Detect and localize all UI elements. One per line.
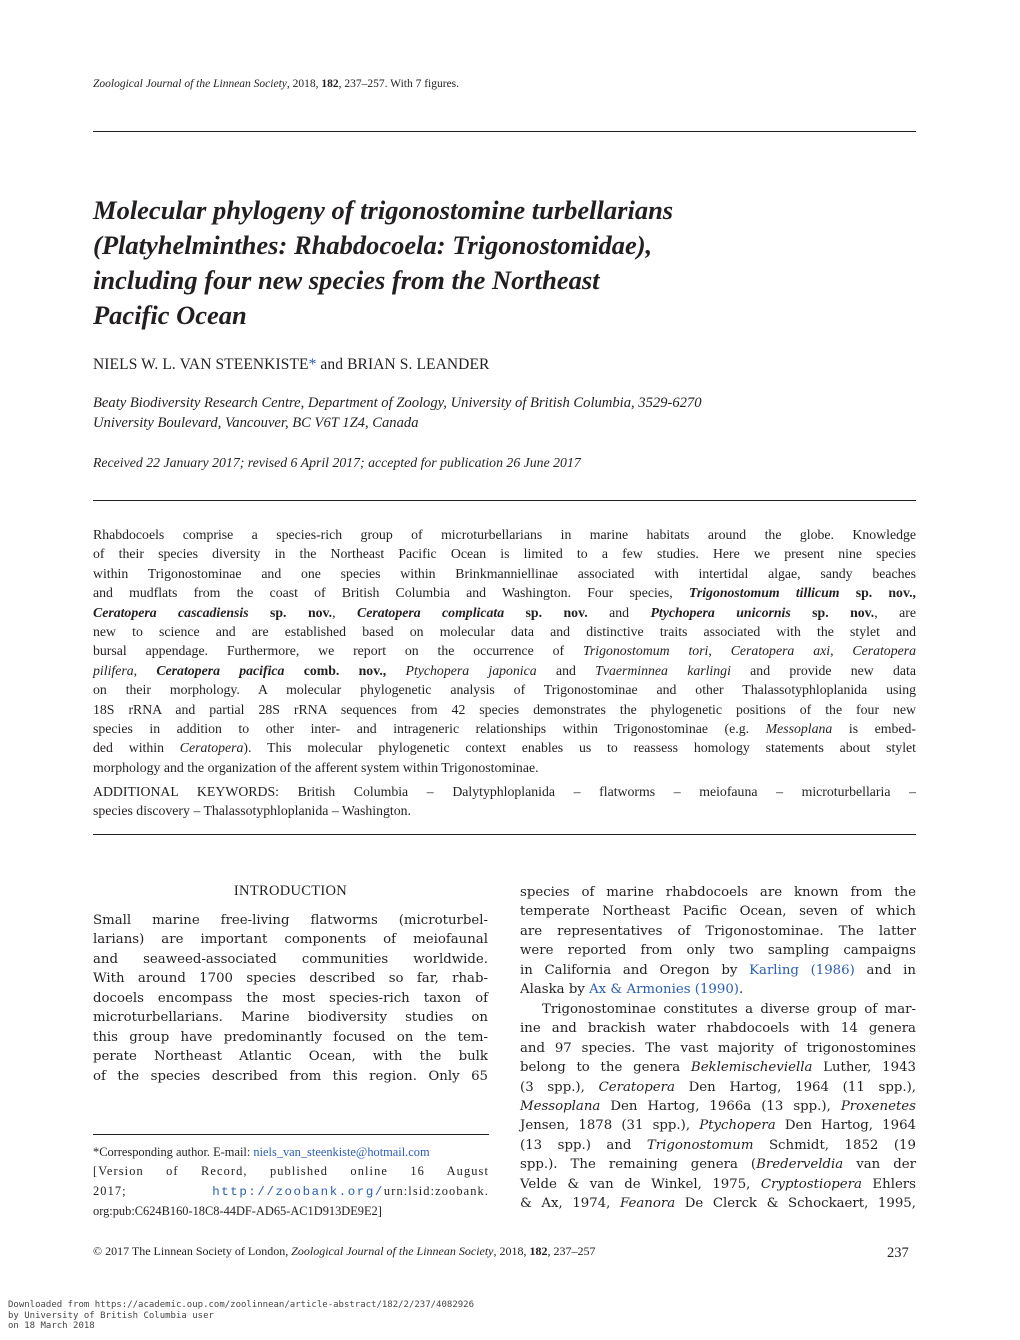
journal-name: Zoological Journal of the Linnean Society bbox=[291, 1244, 494, 1258]
body-line: were reported from only two sampling campaigns bbox=[520, 943, 916, 959]
genus-name: Feanora bbox=[619, 1196, 676, 1212]
citation-link-ax-armonies-1990[interactable]: Ax & Armonies (1990) bbox=[589, 982, 739, 998]
body-text: Luther, 1943 bbox=[812, 1060, 916, 1076]
new-combination-name: Ceratopera pacifica bbox=[156, 662, 285, 678]
genus-name: Trigonostomum bbox=[646, 1137, 754, 1153]
sp-nov-label: sp. nov. bbox=[504, 604, 588, 620]
corresponding-author-mark[interactable]: * bbox=[308, 356, 317, 373]
abstract-line: morphology and the organization of the afferent system within Trigonostominae. bbox=[93, 759, 539, 775]
abstract bbox=[93, 525, 916, 777]
comb-nov-label: comb. nov., bbox=[284, 662, 387, 678]
footnote-text: 2017; bbox=[93, 1183, 213, 1198]
body-text: Ehlers bbox=[861, 1176, 916, 1192]
intro-left-column bbox=[93, 911, 488, 1086]
new-species-name: Trigonostomum tillicum bbox=[688, 585, 840, 601]
body-text: and in bbox=[854, 962, 916, 978]
journal-volume: 182 bbox=[321, 78, 339, 90]
body-text: Alaska by bbox=[520, 982, 590, 998]
abstract-line: 18S rRNA and partial 28S rRNA sequences from 42 species demonstrates the phylogenetic positions of the four new bbox=[93, 701, 916, 717]
body-line bbox=[520, 1097, 916, 1116]
punctuation: , bbox=[830, 643, 834, 659]
body-text: in California and Oregon by bbox=[520, 962, 750, 978]
body-text: Jensen, 1878 (31 spp.), bbox=[520, 1118, 700, 1134]
body-text: Velde & van de Winkel, 1975, bbox=[520, 1176, 761, 1192]
species-name: Trigonostomum tori bbox=[582, 643, 709, 659]
author-2: and BRIAN S. LEANDER bbox=[316, 356, 490, 373]
copyright-footer bbox=[93, 1244, 596, 1259]
abstract-line bbox=[93, 719, 916, 738]
footnote-line: org:pub:C624B160-18C8-44DF-AD65-AC1D913DE9E2] bbox=[93, 1203, 382, 1218]
footnote bbox=[93, 1143, 489, 1221]
publication-dates: Received 22 January 2017; revised 6 April 2017; accepted for publication 26 June 2017 bbox=[93, 455, 581, 470]
new-species-name: Ceratopera cascadiensis bbox=[93, 604, 249, 620]
genus-name: Brederveldia bbox=[756, 1157, 844, 1173]
genus-name: Beklemischeviella bbox=[690, 1060, 813, 1076]
footnote-text: urn:lsid:zoobank. bbox=[383, 1183, 489, 1198]
abstract-bottom-rule bbox=[93, 834, 916, 835]
body-text: & Ax, 1974, bbox=[520, 1196, 620, 1212]
download-watermark bbox=[8, 1300, 474, 1332]
body-line: and 97 species. The vast majority of trigonostomines bbox=[520, 1040, 916, 1056]
species-name: Ptychopera japonica bbox=[405, 662, 537, 678]
body-text: (3 spp.), bbox=[520, 1079, 599, 1095]
body-line bbox=[520, 980, 916, 999]
footnote-text: *Corresponding author. E-mail: bbox=[93, 1145, 254, 1159]
genus-name: Proxenetes bbox=[840, 1098, 916, 1114]
genus-name: Ptychopera bbox=[699, 1118, 776, 1134]
body-text: Den Hartog, 1966a (13 spp.), bbox=[600, 1098, 841, 1114]
body-line: microturbellarians. Marine biodiversity studies on bbox=[93, 1010, 488, 1026]
new-species-name: Ptychopera unicornis bbox=[650, 604, 791, 620]
additional-keywords bbox=[93, 782, 916, 821]
abstract-line: of their species diversity in the Northeast Pacific Ocean is limited to a few studies. Here we present nine species bbox=[93, 546, 916, 562]
abstract-line bbox=[93, 661, 916, 680]
punctuation: , bbox=[912, 585, 916, 601]
abstract-text: ded within bbox=[93, 740, 180, 756]
body-line bbox=[520, 1078, 916, 1097]
body-text: Schmidt, 1852 (19 bbox=[753, 1137, 916, 1153]
journal-name: Zoological Journal of the Linnean Society bbox=[93, 78, 287, 90]
title-line-3: including four new species from the Northeast bbox=[93, 265, 600, 295]
body-line bbox=[520, 1116, 916, 1135]
abstract-text: ). This molecular phylogenetic context enables us to reassess homology statements about stylet bbox=[243, 740, 916, 756]
body-line: and seaweed-associated communities worldwide. bbox=[93, 951, 488, 967]
abstract-line: Rhabdocoels comprise a species-rich group of microturbellarians in marine habitats around the globe. Knowledge bbox=[93, 527, 916, 542]
abstract-text: species in addition to other inter- and intrageneric relationships within Trigonostominae (e.g. bbox=[93, 721, 766, 737]
keywords-line: species discovery – Thalassotyphloplanida – Washington. bbox=[93, 803, 411, 819]
citation-link-karling-1986[interactable]: Karling (1986) bbox=[749, 962, 855, 978]
title-line-4: Pacific Ocean bbox=[93, 300, 247, 330]
punctuation: , bbox=[133, 662, 138, 678]
body-line: Trigonostominae constitutes a diverse group of mar- bbox=[542, 1001, 916, 1017]
body-text: spp.). The remaining genera ( bbox=[520, 1157, 757, 1173]
journal-volume: 182 bbox=[529, 1244, 548, 1258]
body-line: species of marine rhabdocoels are known from the bbox=[520, 885, 916, 900]
abstract-line: new to science and are established based on molecular data and distinctive traits associated with the stylet and bbox=[93, 624, 916, 640]
journal-year: , 2018, bbox=[286, 78, 322, 90]
body-line: perate Northeast Atlantic Ocean, with the bulk bbox=[93, 1049, 488, 1065]
abstract-line bbox=[93, 583, 916, 602]
body-line bbox=[520, 1058, 916, 1077]
intro-right-column bbox=[520, 883, 916, 1214]
section-heading-introduction: INTRODUCTION bbox=[233, 883, 348, 899]
abstract-line bbox=[93, 641, 916, 660]
sp-nov-label: sp. nov. bbox=[248, 604, 333, 620]
body-text: Den Hartog, 1964 (11 spp.), bbox=[674, 1079, 916, 1095]
abstract-line bbox=[93, 603, 916, 622]
affiliation-line-1: Beaty Biodiversity Research Centre, Department of Zoology, University of British Columbia, 3529-6270 bbox=[93, 395, 702, 411]
affiliation-line-2: University Boulevard, Vancouver, BC V6T 1Z4, Canada bbox=[93, 414, 419, 431]
genus-name: Cryptostiopera bbox=[760, 1176, 862, 1192]
abstract-text: bursal appendage. Furthermore, we report on the occurrence of bbox=[93, 643, 583, 659]
body-line: of the species described from this region. Only 65 bbox=[93, 1068, 488, 1084]
body-line: ine and brackish water rhabdocoels with 14 genera bbox=[520, 1021, 916, 1037]
body-text: belong to the genera bbox=[520, 1060, 691, 1076]
download-line: on 18 March 2018 bbox=[8, 1321, 95, 1331]
abstract-text: is embed- bbox=[832, 721, 916, 737]
species-name: pilifera bbox=[93, 662, 134, 678]
genus-name: Messoplana bbox=[765, 721, 833, 737]
punctuation: , bbox=[708, 643, 712, 659]
abstract-line: within Trigonostominae and one species within Brinkmanniellinae associated with intertidal algae, sandy beaches bbox=[93, 565, 916, 581]
species-name: Tvaerminnea karlingi bbox=[595, 662, 731, 678]
journal-citation-header bbox=[93, 78, 459, 90]
species-name: Ceratopera bbox=[852, 643, 916, 659]
new-species-name: Ceratopera complicata bbox=[357, 604, 505, 620]
genus-name: Ceratopera bbox=[598, 1079, 675, 1095]
species-name: Ceratopera axi bbox=[730, 643, 831, 659]
footnote-line bbox=[93, 1182, 489, 1202]
download-line: by University of British Columbia user bbox=[8, 1310, 214, 1321]
body-text: De Clerck & Schockaert, 1995, bbox=[675, 1196, 916, 1212]
body-text: . bbox=[739, 982, 744, 998]
body-line: With around 1700 species described so far, rhab- bbox=[93, 971, 488, 987]
title-line-1: Molecular phylogeny of trigonostomine turbellarians bbox=[93, 195, 674, 225]
abstract-text: and bbox=[587, 604, 651, 620]
punctuation: , bbox=[332, 604, 336, 620]
author-1: NIELS W. L. VAN STEENKISTE bbox=[93, 356, 309, 373]
abstract-line: on their morphology. A molecular phylogenetic analysis of Trigonostominae and other Thalassotyphloplanida using bbox=[93, 682, 916, 698]
zoobank-link[interactable]: http://zoobank.org/ bbox=[212, 1184, 384, 1199]
abstract-text: and provide new data bbox=[730, 662, 917, 678]
journal-pages: , 237–257 bbox=[547, 1244, 596, 1258]
page-number: 237 bbox=[887, 1245, 909, 1261]
title-line-2: (Platyhelminthes: Rhabdocoela: Trigonostomidae), bbox=[93, 230, 653, 260]
journal-year: , 2018, bbox=[493, 1244, 530, 1258]
sp-nov-label: sp. nov. bbox=[839, 585, 913, 601]
article-title bbox=[93, 193, 893, 333]
punctuation: , bbox=[874, 604, 878, 620]
body-line: Small marine free-living flatworms (microturbel- bbox=[93, 913, 488, 928]
footnote-rule bbox=[93, 1134, 489, 1135]
download-line: Downloaded from https://academic.oup.com/zoolinnean/article-abstract/182/2/237/4082926 bbox=[8, 1300, 474, 1310]
body-line: this group have predominantly focused on the tem- bbox=[93, 1029, 488, 1045]
abstract-text: and bbox=[536, 662, 596, 678]
body-line: larians) are important components of meiofaunal bbox=[93, 932, 488, 948]
genus-name: Messoplana bbox=[520, 1098, 601, 1114]
abstract-text: are bbox=[877, 604, 916, 620]
author-list bbox=[93, 356, 489, 374]
abstract-text: and mudflats from the coast of British Columbia and Washington. Four species, bbox=[93, 585, 689, 601]
body-text: Den Hartog, 1964 bbox=[775, 1118, 916, 1134]
keywords-line: ADDITIONAL KEYWORDS: British Columbia – Dalytyphloplanida – flatworms – meiofauna – microturbellaria – bbox=[93, 784, 916, 799]
body-line: docoels encompass the most species-rich taxon of bbox=[93, 990, 488, 1006]
journal-pages: , 237–257. With 7 figures. bbox=[338, 78, 460, 90]
genus-name: Ceratopera bbox=[179, 740, 244, 756]
sp-nov-label: sp. nov. bbox=[790, 604, 875, 620]
affiliation bbox=[93, 394, 923, 433]
abstract-line bbox=[93, 738, 916, 757]
abstract-top-rule bbox=[93, 500, 916, 501]
author-email-link[interactable]: niels_van_steenkiste@hotmail.com bbox=[253, 1145, 430, 1159]
body-line bbox=[520, 1194, 916, 1213]
footnote-line bbox=[93, 1143, 489, 1162]
body-line bbox=[520, 961, 916, 980]
body-line: are representatives of Trigonostominae. The latter bbox=[520, 923, 916, 939]
body-line bbox=[520, 1136, 916, 1155]
copyright-text: © 2017 The Linnean Society of London, bbox=[93, 1244, 292, 1258]
body-line: temperate Northeast Pacific Ocean, seven of which bbox=[520, 904, 916, 920]
body-line bbox=[520, 1155, 916, 1174]
body-text: (13 spp.) and bbox=[520, 1137, 647, 1153]
header-rule bbox=[93, 131, 916, 132]
body-line bbox=[520, 1175, 916, 1194]
body-text: van der bbox=[843, 1157, 916, 1173]
footnote-line: [Version of Record, published online 16 August bbox=[93, 1164, 489, 1179]
